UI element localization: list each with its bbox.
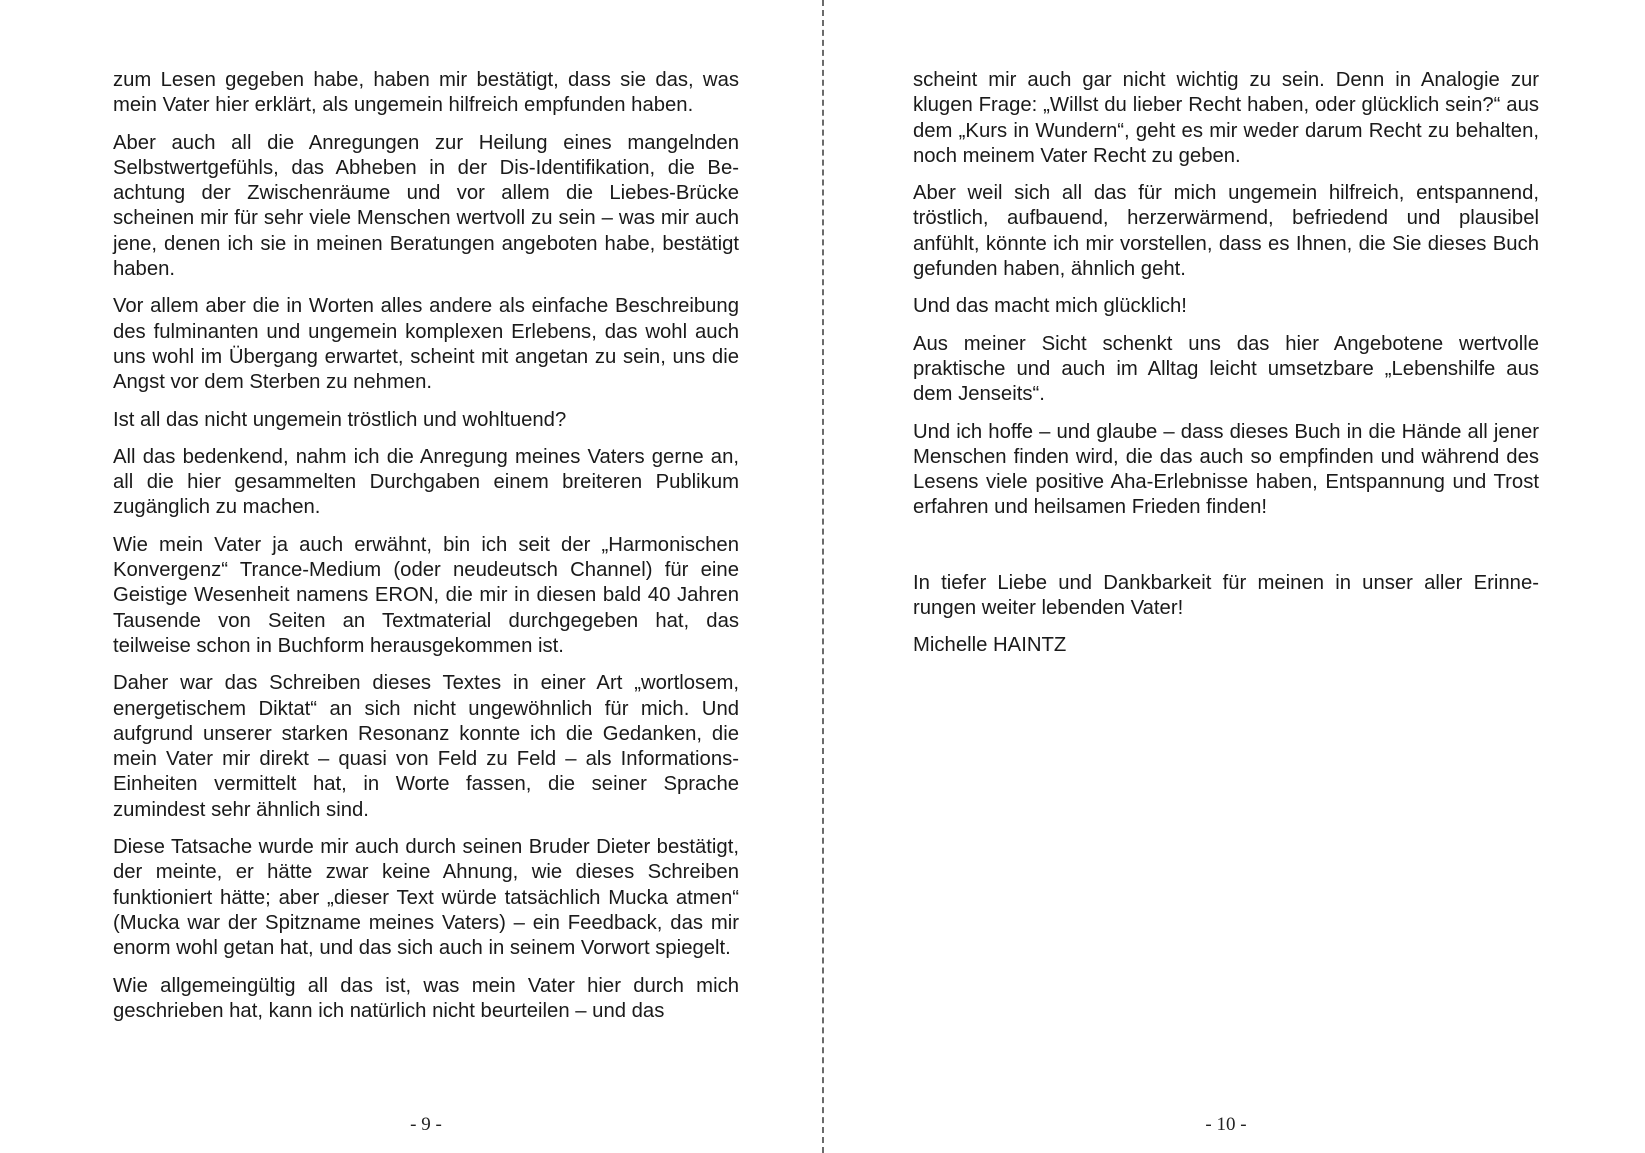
- left-paragraph-1: zum Lesen gegeben habe, haben mir bestätigt, dass sie das, was mein Vater hier erklärt, als ungemein hilfreich empfunden haben.: [113, 69, 739, 117]
- left-paragraph-2: Aber auch all die Anregungen zur Heilung eines mangelnden Selbstwertgefühls, das Abheben in der Dis-Identifikation, die Beachtung der Zwischenräume und vor allem die Liebes-Brücke scheinen mir für sehr viele Menschen wertvoll zu sein – was mir auch jene, denen ich sie in meinen Beratungen angeboten habe, bestätigt haben.: [113, 131, 739, 281]
- closing-spacer: [913, 533, 1539, 571]
- left-paragraph-5: All das bedenkend, nahm ich die Anregung meines Vaters gerne an, all die hier gesammelten Durchgaben einem breiteren Publikum zugänglich zu machen.: [113, 445, 739, 519]
- right-paragraph-3: Und das macht mich glücklich!: [913, 295, 1187, 318]
- left-page: [113, 68, 739, 1036]
- left-page-number: - 9 -: [410, 1114, 442, 1135]
- left-paragraph-4: Ist all das nicht ungemein tröstlich und wohltuend?: [113, 408, 567, 431]
- closing-dedication: In tiefer Liebe und Dankbarkeit für meinen in unser aller Erinnerungen weiter lebenden Vater!: [913, 571, 1539, 620]
- left-paragraph-9: Wie allgemeingültig all das ist, was mein Vater hier durch mich geschrieben hat, kann ich natürlich nicht beurteilen – und das: [113, 974, 739, 1022]
- left-paragraph-8: Diese Tatsache wurde mir auch durch seinen Bruder Dieter bestätigt, der meinte, er hätte zwar keine Ahnung, wie dieses Schreiben funktioniert hätte; aber „dieser Text würde tatsächlich Mucka atmen“ (Mucka war der Spitzname meines Vaters) – ein Feedback, das mir enorm wohl getan hat, und das sich auch in seinem Vorwort spiegelt.: [113, 836, 739, 960]
- right-page-number: - 10 -: [1205, 1114, 1247, 1135]
- left-paragraph-3: Vor allem aber die in Worten alles andere als einfache Beschreibung des fulminanten und ungemein komplexen Erlebens, das wohl auch uns wohl im Übergang erwartet, scheint mit angetan zu sein, uns die Angst vor dem Sterben zu nehmen.: [113, 295, 739, 394]
- author-signature: Michelle HAINTZ: [913, 634, 1067, 657]
- right-paragraph-1: scheint mir auch gar nicht wichtig zu sein. Denn in Analogie zur klugen Frage: „Willst du lieber Recht haben, oder glücklich sein?“ aus dem „Kurs in Wundern“, geht es mir weder darum Recht zu behalten, noch meinem Vater Recht zu geben.: [913, 69, 1539, 167]
- right-paragraph-2: Aber weil sich all das für mich ungemein hilfreich, entspannend, tröstlich, aufbauend, herzerwärmend, befriedend und plausibel anfühlt, könnte ich mir vorstellen, dass es Ihnen, die Sie dieses Buch gefunden haben, ähnlich geht.: [913, 182, 1539, 281]
- left-paragraph-7: Daher war das Schreiben dieses Textes in einer Art „wortlosem, energetischem Diktat“ an sich nicht ungewöhnlich für mich. Und aufgrund unserer starken Resonanz konnte ich die Gedanken, die mein Vater mir direkt – quasi von Feld zu Feld – als Informations-Einheiten vermittelt hat, in Worte fassen, die seiner Sprache zumindest sehr ähnlich sind.: [113, 672, 739, 821]
- page-fold-divider: [822, 0, 824, 1153]
- right-page: [913, 68, 1539, 671]
- right-paragraph-5: Und ich hoffe – und glaube – dass dieses Buch in die Hände all jener Menschen finden wird, die das auch so empfinden und während des Lesens viele positive Aha-Erlebnisse haben, Entspannung und Trost erfahren und heilsamen Frieden finden!: [913, 420, 1539, 519]
- right-paragraph-4: Aus meiner Sicht schenkt uns das hier Angebotene wertvolle praktische und auch im Alltag leicht umsetzbare „Lebenshilfe aus dem Jenseits“.: [913, 332, 1539, 406]
- left-paragraph-6: Wie mein Vater ja auch erwähnt, bin ich seit der „Harmonischen Konvergenz“ Trance-Medium (oder neudeutsch Channel) für eine Geistige Wesenheit namens ERON, die mir in diesen bald 40 Jahren Tausende von Seiten an Textmaterial durchgegeben hat, das teilweise schon in Buchform herausgekommen ist.: [113, 533, 739, 657]
